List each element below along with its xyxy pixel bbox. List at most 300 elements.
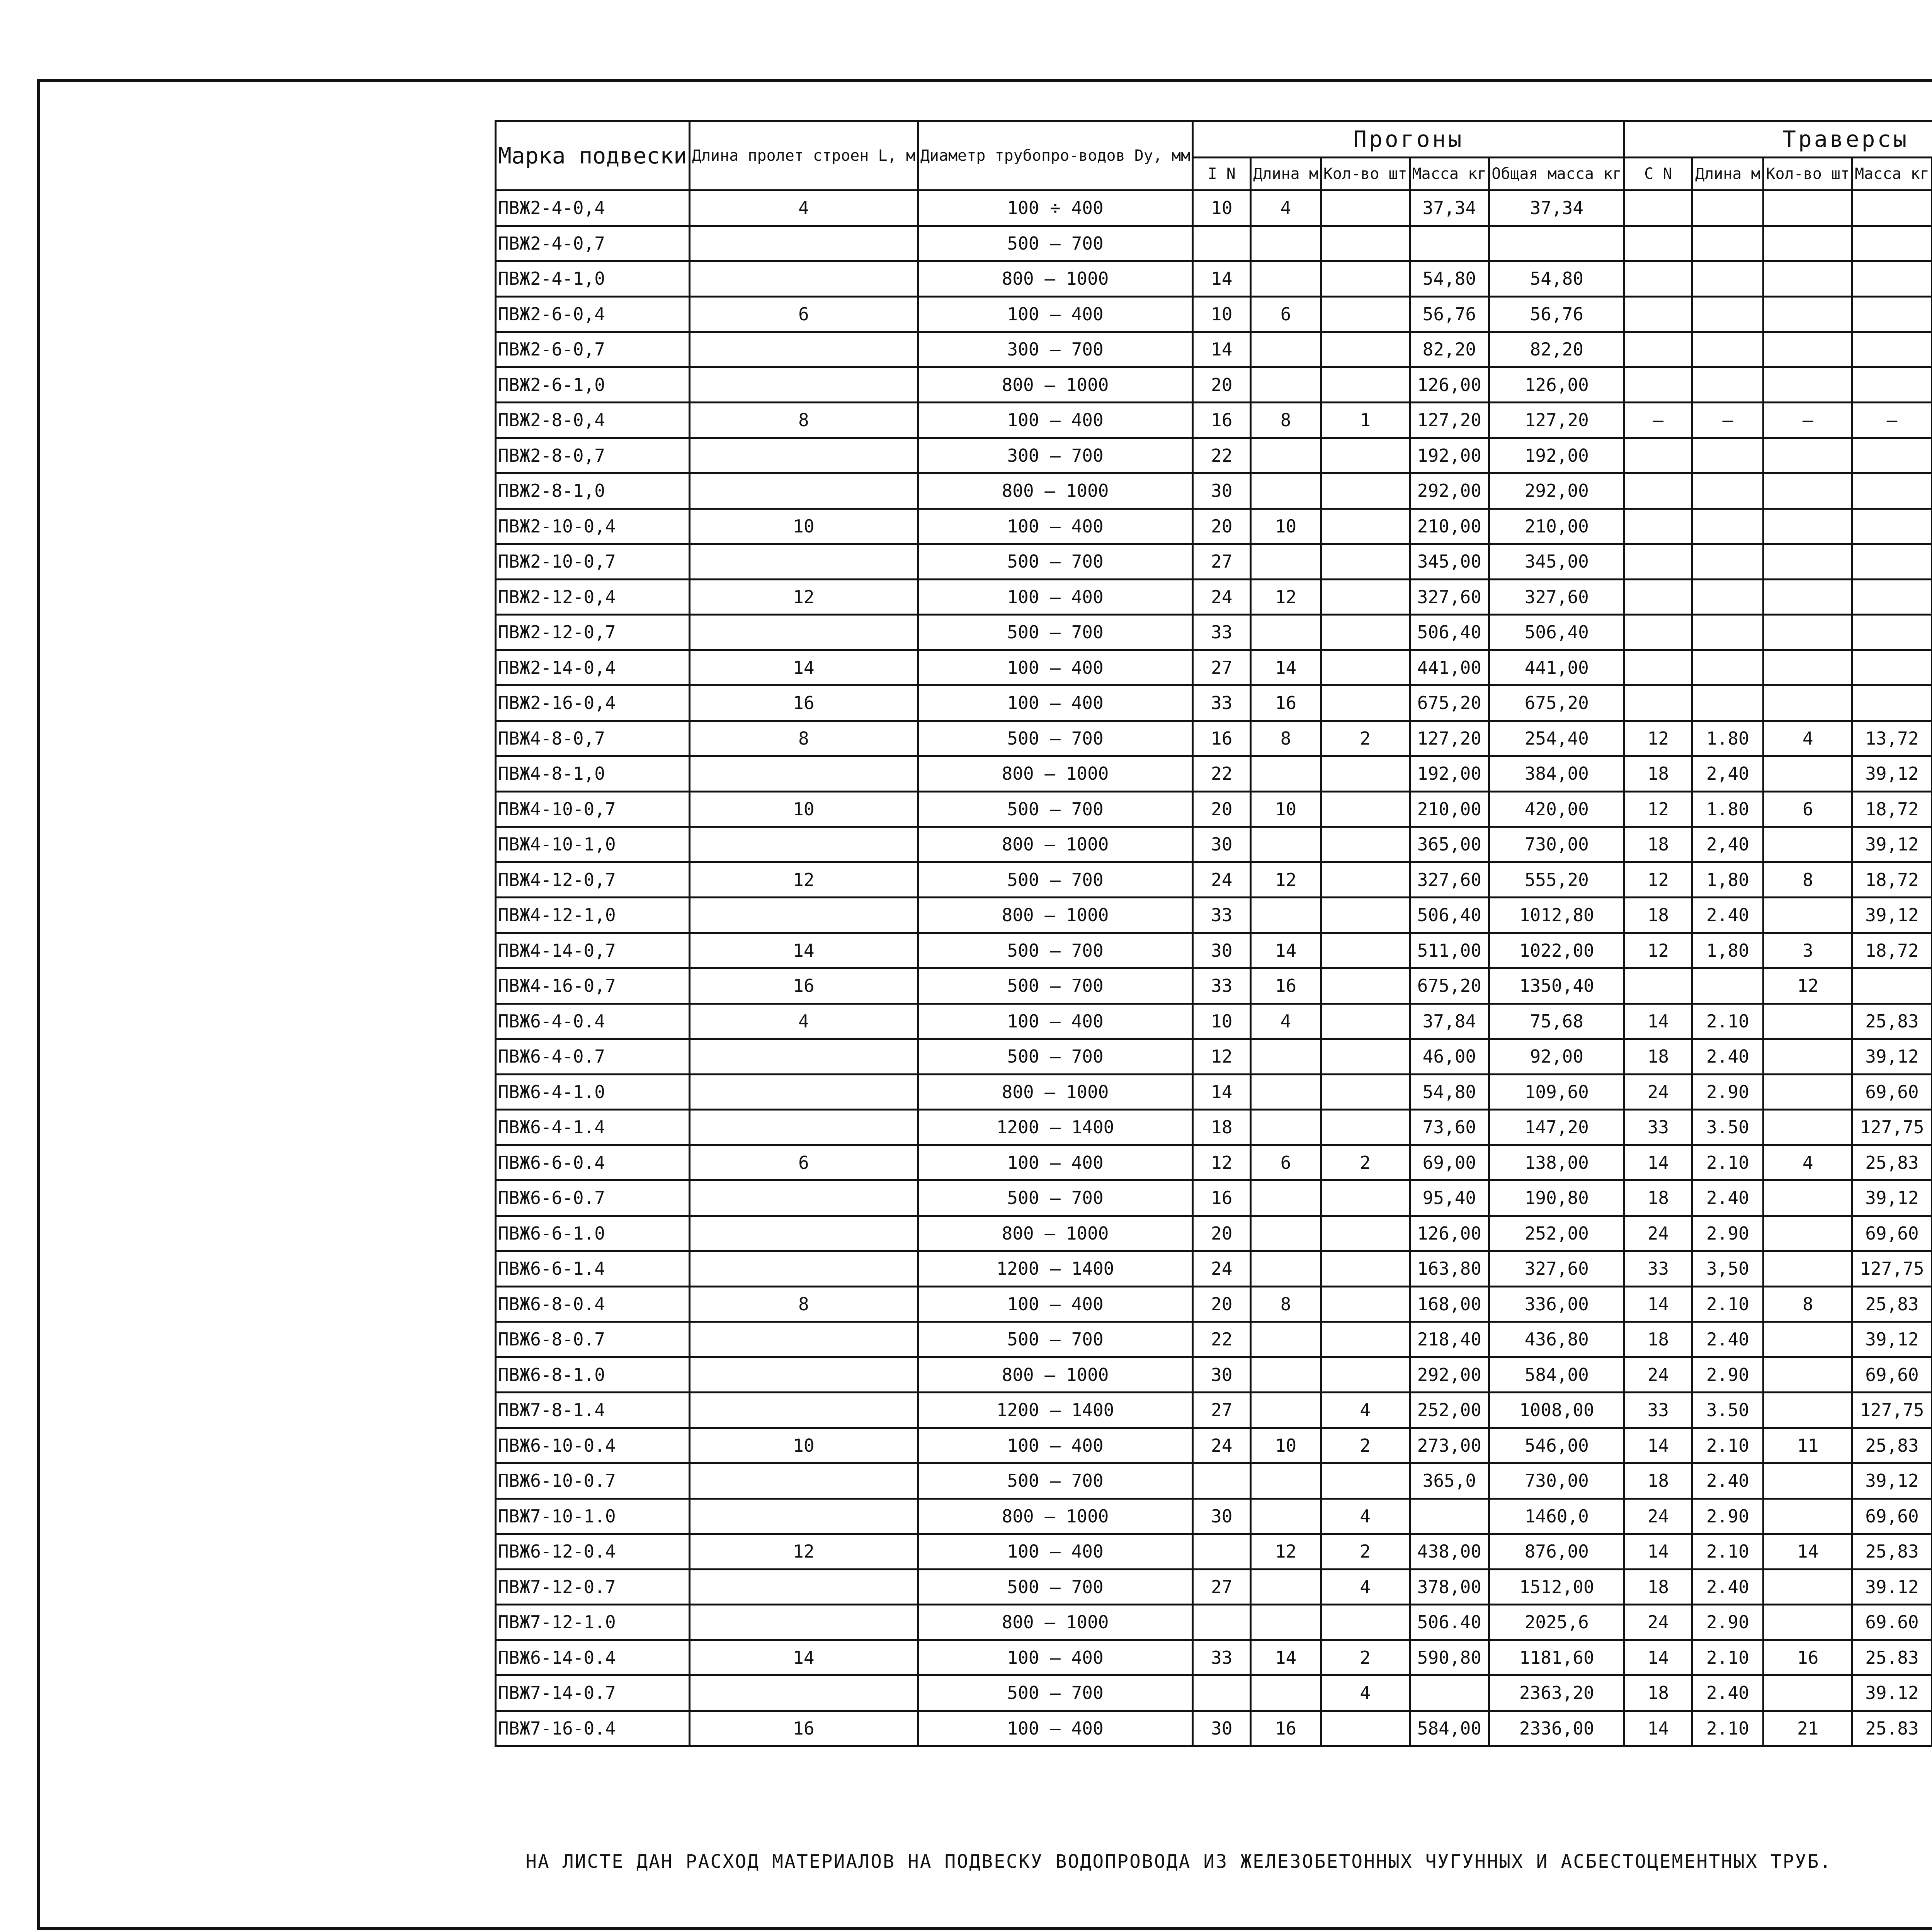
table-cell: 33 bbox=[1624, 1393, 1692, 1428]
table-cell: 2 bbox=[1321, 1428, 1410, 1463]
table-cell: 1200 – 1400 bbox=[918, 1393, 1192, 1428]
table-cell: ПВЖ7-8-1.4 bbox=[496, 1393, 690, 1428]
table-cell: ПВЖ7-14-0.7 bbox=[496, 1675, 690, 1711]
table-cell bbox=[1321, 1216, 1410, 1251]
table-row bbox=[496, 1498, 1932, 1534]
table-row bbox=[496, 190, 1932, 226]
table-cell: ПВЖ4-14-0,7 bbox=[496, 933, 690, 968]
table-cell: 12 bbox=[1624, 933, 1692, 968]
table-row bbox=[496, 1569, 1932, 1605]
table-cell: 12 bbox=[689, 579, 918, 615]
table-cell: 54,80 bbox=[1410, 1074, 1489, 1110]
table-cell bbox=[1251, 1039, 1321, 1075]
table-cell bbox=[1764, 1605, 1852, 1640]
table-cell bbox=[1852, 579, 1932, 615]
table-cell: 12 bbox=[1624, 791, 1692, 827]
table-cell bbox=[1852, 650, 1932, 685]
table-cell: 2.90 bbox=[1692, 1216, 1764, 1251]
table-cell: ПВЖ7-12-0.7 bbox=[496, 1569, 690, 1605]
table-cell: 10 bbox=[689, 509, 918, 544]
table-cell bbox=[1489, 226, 1624, 261]
table-cell: 675,20 bbox=[1410, 685, 1489, 721]
table-cell: 210,00 bbox=[1410, 791, 1489, 827]
table-cell: 24 bbox=[1624, 1498, 1692, 1534]
table-cell bbox=[1764, 509, 1852, 544]
table-cell: ПВЖ2-10-0,7 bbox=[496, 544, 690, 580]
table-cell bbox=[1764, 1039, 1852, 1075]
table-cell: 500 – 700 bbox=[918, 1039, 1192, 1075]
table-cell bbox=[1251, 1675, 1321, 1711]
table-cell: 168,00 bbox=[1410, 1286, 1489, 1322]
table-cell bbox=[1624, 968, 1692, 1004]
table-row bbox=[496, 615, 1932, 650]
table-cell: 24 bbox=[1193, 862, 1251, 898]
table-cell: 82,20 bbox=[1489, 332, 1624, 367]
table-cell: 14 bbox=[1624, 1711, 1692, 1746]
table-cell: 1512,00 bbox=[1489, 1569, 1624, 1605]
table-cell bbox=[1624, 332, 1692, 367]
table-cell: 33 bbox=[1193, 685, 1251, 721]
table-cell: 800 – 1000 bbox=[918, 756, 1192, 792]
table-cell: 54,80 bbox=[1410, 261, 1489, 297]
table-cell: 39,12 bbox=[1852, 1180, 1932, 1216]
table-cell: ПВЖ4-10-0,7 bbox=[496, 791, 690, 827]
table-cell: 4 bbox=[1251, 190, 1321, 226]
table-cell: 18 bbox=[1624, 1322, 1692, 1357]
table-cell: ПВЖ4-12-1,0 bbox=[496, 898, 690, 933]
table-cell: 4 bbox=[1764, 721, 1852, 756]
table-cell: 25,83 bbox=[1852, 1286, 1932, 1322]
table-cell: ПВЖ6-10-0.4 bbox=[496, 1428, 690, 1463]
table-cell bbox=[689, 1074, 918, 1110]
table-cell: 441,00 bbox=[1489, 650, 1624, 685]
header-p-cnt: Кол-во шт bbox=[1321, 158, 1410, 190]
table-cell: 16 bbox=[689, 685, 918, 721]
table-cell: 675,20 bbox=[1489, 685, 1624, 721]
table-cell: 1.80 bbox=[1692, 791, 1764, 827]
table-cell: 365,00 bbox=[1410, 827, 1489, 862]
table-cell bbox=[1624, 579, 1692, 615]
table-cell: ПВЖ7-12-1.0 bbox=[496, 1605, 690, 1640]
table-cell: 2.10 bbox=[1692, 1428, 1764, 1463]
table-row bbox=[496, 756, 1932, 792]
table-cell: 500 – 700 bbox=[918, 968, 1192, 1004]
table-cell: 56,76 bbox=[1489, 296, 1624, 332]
table-cell: 14 bbox=[1193, 332, 1251, 367]
table-cell: 14 bbox=[1624, 1534, 1692, 1570]
header-mark: Марка подвески bbox=[496, 121, 690, 190]
table-cell: 2.90 bbox=[1692, 1074, 1764, 1110]
table-cell bbox=[1251, 615, 1321, 650]
table-cell bbox=[1251, 438, 1321, 473]
table-cell bbox=[1251, 1569, 1321, 1605]
table-cell: 378,00 bbox=[1410, 1569, 1489, 1605]
table-cell: 511,00 bbox=[1410, 933, 1489, 968]
table-cell: 2.10 bbox=[1692, 1711, 1764, 1746]
table-row bbox=[496, 579, 1932, 615]
table-cell bbox=[1764, 544, 1852, 580]
table-cell: 8 bbox=[1764, 1286, 1852, 1322]
table-cell: 2 bbox=[1321, 1534, 1410, 1570]
table-cell: 11 bbox=[1764, 1428, 1852, 1463]
table-cell: 18 bbox=[1624, 827, 1692, 862]
table-cell bbox=[1321, 579, 1410, 615]
table-cell: 109,60 bbox=[1489, 1074, 1624, 1110]
table-cell: 12 bbox=[689, 862, 918, 898]
table-cell bbox=[1764, 367, 1852, 403]
table-cell bbox=[1764, 296, 1852, 332]
table-cell: 100 – 400 bbox=[918, 685, 1192, 721]
table-cell: 14 bbox=[689, 1640, 918, 1675]
table-cell bbox=[1624, 685, 1692, 721]
table-cell: 327,60 bbox=[1410, 862, 1489, 898]
table-cell: 16 bbox=[1251, 968, 1321, 1004]
header-t-cnt: Кол-во шт bbox=[1764, 158, 1852, 190]
table-cell: 14 bbox=[1624, 1286, 1692, 1322]
table-cell: 10 bbox=[1193, 1003, 1251, 1039]
table-cell: 800 – 1000 bbox=[918, 1216, 1192, 1251]
table-cell bbox=[1852, 261, 1932, 297]
table-row bbox=[496, 1039, 1932, 1075]
table-cell: 2.40 bbox=[1692, 1039, 1764, 1075]
table-cell: 13,72 bbox=[1852, 721, 1932, 756]
table-cell: – bbox=[1764, 403, 1852, 438]
table-cell: 16 bbox=[1193, 1180, 1251, 1216]
table-cell: 126,00 bbox=[1410, 1216, 1489, 1251]
table-cell: 33 bbox=[1193, 1640, 1251, 1675]
table-cell: 8 bbox=[1764, 862, 1852, 898]
table-cell: 2 bbox=[1321, 1145, 1410, 1180]
table-cell: ПВЖ6-8-0.7 bbox=[496, 1322, 690, 1357]
table-cell: ПВЖ4-8-0,7 bbox=[496, 721, 690, 756]
table-cell bbox=[1193, 1534, 1251, 1570]
table-cell: 2.10 bbox=[1692, 1534, 1764, 1570]
table-cell: 92,00 bbox=[1489, 1039, 1624, 1075]
table-row bbox=[496, 685, 1932, 721]
table-cell bbox=[689, 1251, 918, 1287]
table-cell: ПВЖ7-16-0.4 bbox=[496, 1711, 690, 1746]
table-cell: 14 bbox=[1764, 1534, 1852, 1570]
table-cell bbox=[1692, 438, 1764, 473]
table-cell: 73,60 bbox=[1410, 1110, 1489, 1145]
table-cell: 16 bbox=[1251, 685, 1321, 721]
table-cell: 2.90 bbox=[1692, 1357, 1764, 1393]
table-cell bbox=[1321, 968, 1410, 1004]
table-cell bbox=[1410, 1498, 1489, 1534]
table-cell: 22 bbox=[1193, 438, 1251, 473]
table-cell bbox=[1251, 367, 1321, 403]
table-cell: 190,80 bbox=[1489, 1180, 1624, 1216]
table-cell: 1200 – 1400 bbox=[918, 1110, 1192, 1145]
table-cell bbox=[1321, 827, 1410, 862]
table-cell: 39,12 bbox=[1852, 1322, 1932, 1357]
header-p-tot: Общая масса кг bbox=[1489, 158, 1624, 190]
table-cell bbox=[689, 827, 918, 862]
table-row bbox=[496, 791, 1932, 827]
table-row bbox=[496, 933, 1932, 968]
table-cell: 24 bbox=[1193, 1251, 1251, 1287]
table-cell bbox=[1624, 473, 1692, 509]
table-cell bbox=[689, 1605, 918, 1640]
table-cell bbox=[1251, 473, 1321, 509]
table-cell: 210,00 bbox=[1489, 509, 1624, 544]
table-row bbox=[496, 1251, 1932, 1287]
table-row bbox=[496, 1605, 1932, 1640]
table-cell: 2.40 bbox=[1692, 1180, 1764, 1216]
table-cell bbox=[1321, 1251, 1410, 1287]
table-cell: 18 bbox=[1624, 1039, 1692, 1075]
table-cell bbox=[689, 1498, 918, 1534]
table-cell: 126,00 bbox=[1489, 367, 1624, 403]
table-cell: 800 – 1000 bbox=[918, 827, 1192, 862]
table-cell bbox=[689, 1039, 918, 1075]
table-cell bbox=[1692, 296, 1764, 332]
table-cell: 14 bbox=[1251, 1640, 1321, 1675]
table-cell bbox=[1321, 473, 1410, 509]
table-cell bbox=[1692, 650, 1764, 685]
table-cell bbox=[1764, 1074, 1852, 1110]
table-cell: 273,00 bbox=[1410, 1428, 1489, 1463]
table-cell bbox=[1852, 332, 1932, 367]
table-cell bbox=[1852, 190, 1932, 226]
table-cell bbox=[1852, 296, 1932, 332]
header-span: Длина пролет строен L, м bbox=[689, 121, 918, 190]
table-row bbox=[496, 1640, 1932, 1675]
table-cell: 39,12 bbox=[1852, 756, 1932, 792]
table-cell bbox=[1321, 261, 1410, 297]
table-cell bbox=[1624, 509, 1692, 544]
table-cell: 18 bbox=[1624, 1675, 1692, 1711]
table-cell: 2.10 bbox=[1692, 1640, 1764, 1675]
table-cell: 800 – 1000 bbox=[918, 1357, 1192, 1393]
table-cell bbox=[1764, 1675, 1852, 1711]
table-cell bbox=[1251, 1393, 1321, 1428]
table-cell bbox=[1321, 544, 1410, 580]
table-cell: 12 bbox=[1193, 1145, 1251, 1180]
table-cell: 100 – 400 bbox=[918, 509, 1192, 544]
table-cell bbox=[1852, 685, 1932, 721]
table-cell: 127,20 bbox=[1410, 403, 1489, 438]
table-cell: 3.50 bbox=[1692, 1110, 1764, 1145]
table-cell: 2 bbox=[1321, 1640, 1410, 1675]
table-cell bbox=[1624, 615, 1692, 650]
table-cell: 100 – 400 bbox=[918, 1145, 1192, 1180]
table-cell: 8 bbox=[689, 1286, 918, 1322]
table-cell bbox=[1852, 968, 1932, 1004]
table-cell: 69,60 bbox=[1852, 1357, 1932, 1393]
table-cell: 127,75 bbox=[1852, 1393, 1932, 1428]
table-cell bbox=[1321, 509, 1410, 544]
table-cell: 33 bbox=[1624, 1251, 1692, 1287]
table-cell: 800 – 1000 bbox=[918, 1498, 1192, 1534]
table-body bbox=[496, 190, 1932, 1746]
table-cell: 210,00 bbox=[1410, 509, 1489, 544]
table-cell bbox=[1410, 226, 1489, 261]
table-cell: 37,34 bbox=[1410, 190, 1489, 226]
table-cell bbox=[1321, 1003, 1410, 1039]
table-cell: 25,83 bbox=[1852, 1428, 1932, 1463]
table-cell bbox=[689, 544, 918, 580]
table-cell: 56,76 bbox=[1410, 296, 1489, 332]
table-cell bbox=[1321, 190, 1410, 226]
table-cell: ПВЖ4-12-0,7 bbox=[496, 862, 690, 898]
table-cell: 22 bbox=[1193, 756, 1251, 792]
table-cell bbox=[1624, 438, 1692, 473]
table-cell bbox=[1321, 332, 1410, 367]
table-cell: 300 – 700 bbox=[918, 438, 1192, 473]
table-cell bbox=[1251, 1605, 1321, 1640]
table-cell: 365,0 bbox=[1410, 1463, 1489, 1499]
table-row bbox=[496, 1003, 1932, 1039]
table-cell bbox=[1764, 332, 1852, 367]
table-cell bbox=[689, 1463, 918, 1499]
table-cell bbox=[1764, 190, 1852, 226]
table-row bbox=[496, 261, 1932, 297]
table-cell: 100 – 400 bbox=[918, 1534, 1192, 1570]
table-cell bbox=[1251, 226, 1321, 261]
table-cell: ПВЖ6-10-0.7 bbox=[496, 1463, 690, 1499]
table-cell: 2.90 bbox=[1692, 1498, 1764, 1534]
table-cell bbox=[1764, 1003, 1852, 1039]
table-cell bbox=[1692, 685, 1764, 721]
table-cell bbox=[689, 1675, 918, 1711]
table-row bbox=[496, 1711, 1932, 1746]
table-cell: 24 bbox=[1193, 579, 1251, 615]
table-cell: 675,20 bbox=[1410, 968, 1489, 1004]
table-cell: 27 bbox=[1193, 1393, 1251, 1428]
table-cell bbox=[1692, 367, 1764, 403]
table-cell bbox=[1692, 190, 1764, 226]
table-cell: 1022,00 bbox=[1489, 933, 1624, 968]
table-cell: 1 bbox=[1321, 403, 1410, 438]
table-cell: 75,68 bbox=[1489, 1003, 1624, 1039]
table-cell: ПВЖ2-4-1,0 bbox=[496, 261, 690, 297]
table-row bbox=[496, 898, 1932, 933]
table-cell: ПВЖ6-4-1.4 bbox=[496, 1110, 690, 1145]
table-cell: 100 – 400 bbox=[918, 296, 1192, 332]
table-cell: ПВЖ6-4-0.4 bbox=[496, 1003, 690, 1039]
table-cell: 500 – 700 bbox=[918, 721, 1192, 756]
table-cell: 33 bbox=[1193, 968, 1251, 1004]
table-cell bbox=[1764, 1180, 1852, 1216]
table-cell: 82,20 bbox=[1410, 332, 1489, 367]
table-cell: 24 bbox=[1193, 1428, 1251, 1463]
table-cell: 12 bbox=[1764, 968, 1852, 1004]
table-cell: 16 bbox=[1193, 403, 1251, 438]
table-cell: 14 bbox=[1624, 1145, 1692, 1180]
table-cell: 37,84 bbox=[1410, 1003, 1489, 1039]
table-cell: 127,20 bbox=[1410, 721, 1489, 756]
table-cell bbox=[1692, 509, 1764, 544]
table-cell: 6 bbox=[689, 296, 918, 332]
table-cell bbox=[1193, 1463, 1251, 1499]
table-cell: 39,12 bbox=[1852, 898, 1932, 933]
table-cell: 500 – 700 bbox=[918, 862, 1192, 898]
table-cell: 100 – 400 bbox=[918, 1711, 1192, 1746]
table-cell bbox=[689, 756, 918, 792]
header-progony: Прогоны bbox=[1193, 121, 1624, 158]
table-row bbox=[496, 1110, 1932, 1145]
table-cell: 24 bbox=[1624, 1216, 1692, 1251]
table-cell: 6 bbox=[1251, 1145, 1321, 1180]
table-cell: 4 bbox=[1251, 1003, 1321, 1039]
table-cell bbox=[1692, 226, 1764, 261]
table-cell bbox=[1852, 473, 1932, 509]
table-cell: 6 bbox=[1251, 296, 1321, 332]
table-cell bbox=[689, 1110, 918, 1145]
table-cell: 33 bbox=[1624, 1110, 1692, 1145]
table-cell bbox=[1692, 544, 1764, 580]
table-cell bbox=[1764, 226, 1852, 261]
table-cell: 4 bbox=[689, 1003, 918, 1039]
table-cell: – bbox=[1852, 403, 1932, 438]
table-cell: ПВЖ2-4-0,7 bbox=[496, 226, 690, 261]
table-cell bbox=[689, 1569, 918, 1605]
footnote: НА ЛИСТЕ ДАН РАСХОД МАТЕРИАЛОВ НА ПОДВЕСКУ ВОДОПРОВОДА ИЗ ЖЕЛЕЗОБЕТОННЫХ ЧУГУННЫХ И АСБЕСТОЦЕМЕНТНЫХ ТРУБ. bbox=[526, 1851, 1832, 1872]
table-cell: 12 bbox=[1251, 862, 1321, 898]
table-cell: 20 bbox=[1193, 509, 1251, 544]
table-cell: 30 bbox=[1193, 827, 1251, 862]
table-cell bbox=[1692, 615, 1764, 650]
table-cell bbox=[1624, 190, 1692, 226]
table-cell: 2.10 bbox=[1692, 1286, 1764, 1322]
table-row bbox=[496, 509, 1932, 544]
table-cell bbox=[1764, 1498, 1852, 1534]
table-cell: 420,00 bbox=[1489, 791, 1624, 827]
table-cell: 4 bbox=[1321, 1393, 1410, 1428]
header-p-mass: Масса кг bbox=[1410, 158, 1489, 190]
table-cell bbox=[1193, 1675, 1251, 1711]
table-cell: 1,80 bbox=[1692, 933, 1764, 968]
table-cell: 327,60 bbox=[1489, 1251, 1624, 1287]
table-cell bbox=[1251, 332, 1321, 367]
table-row bbox=[496, 332, 1932, 367]
table-cell bbox=[1764, 756, 1852, 792]
table-cell bbox=[1764, 261, 1852, 297]
table-cell: ПВЖ7-10-1.0 bbox=[496, 1498, 690, 1534]
table-cell bbox=[689, 1357, 918, 1393]
table-cell: 800 – 1000 bbox=[918, 473, 1192, 509]
table-cell: 292,00 bbox=[1489, 473, 1624, 509]
table-cell: 1181,60 bbox=[1489, 1640, 1624, 1675]
materials-table bbox=[495, 120, 1932, 1747]
table-cell: 30 bbox=[1193, 1498, 1251, 1534]
table-cell: 345,00 bbox=[1410, 544, 1489, 580]
table-cell: 500 – 700 bbox=[918, 615, 1192, 650]
table-cell bbox=[1321, 756, 1410, 792]
table-cell: 1,80 bbox=[1692, 862, 1764, 898]
table-cell: 1.80 bbox=[1692, 721, 1764, 756]
table-cell: 800 – 1000 bbox=[918, 1074, 1192, 1110]
table-cell bbox=[1764, 615, 1852, 650]
table-row bbox=[496, 544, 1932, 580]
table-cell: ПВЖ6-6-1.0 bbox=[496, 1216, 690, 1251]
table-cell bbox=[689, 1216, 918, 1251]
table-cell: 18 bbox=[1193, 1110, 1251, 1145]
table-cell: 1460,0 bbox=[1489, 1498, 1624, 1534]
table-cell: 441,00 bbox=[1410, 650, 1489, 685]
table-cell bbox=[1251, 1074, 1321, 1110]
table-cell: 506.40 bbox=[1410, 1605, 1489, 1640]
table-cell bbox=[1251, 1463, 1321, 1499]
table-cell: 18 bbox=[1624, 1569, 1692, 1605]
table-cell: 292,00 bbox=[1410, 473, 1489, 509]
table-cell: 10 bbox=[689, 791, 918, 827]
table-cell: 27 bbox=[1193, 1569, 1251, 1605]
header-diameter: Диаметр трубопро-водов Dy, мм bbox=[918, 121, 1192, 190]
table-cell: 500 – 700 bbox=[918, 544, 1192, 580]
table-cell: 876,00 bbox=[1489, 1534, 1624, 1570]
